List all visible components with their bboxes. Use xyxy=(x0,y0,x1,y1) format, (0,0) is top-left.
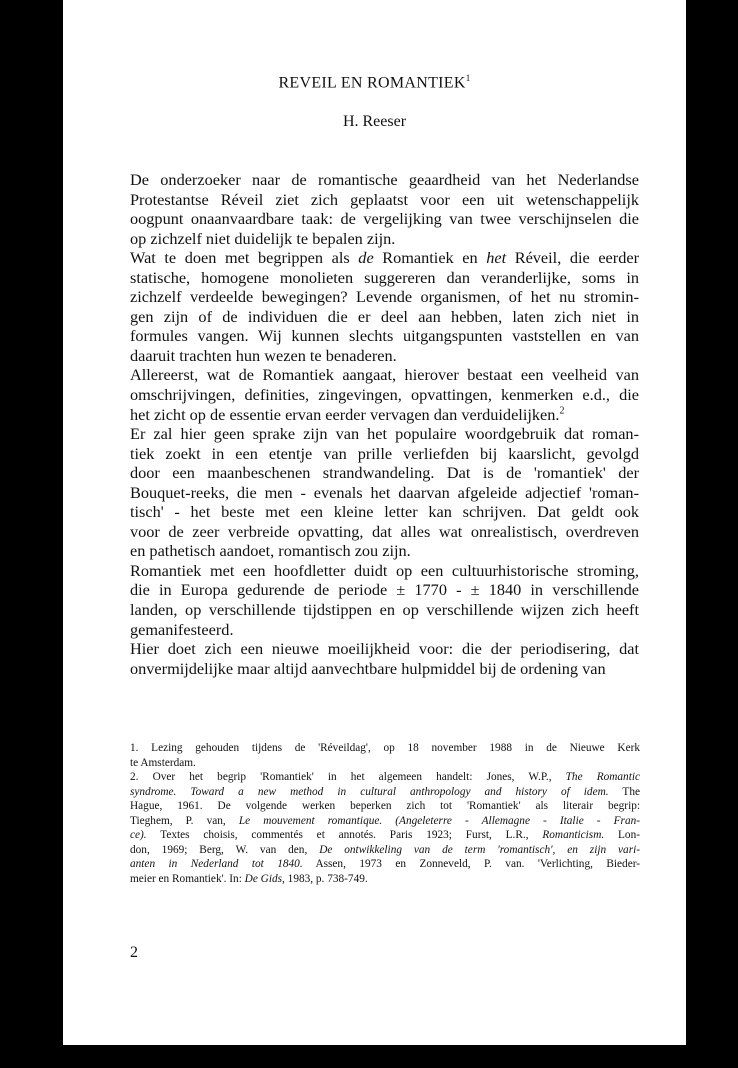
text-run: het zicht op de essentie ervan eerder vervagen dan verduidelijken. xyxy=(130,404,560,424)
text-run: Er zal hier geen sprake zijn van het populaire woordgebruik dat roman- xyxy=(130,424,639,444)
text-run: 2. Over het begrip 'Romantiek' in het algemeen handelt: Jones, W.P., xyxy=(130,771,566,783)
text-run: The xyxy=(608,785,640,798)
text-run: voor de zeer verbreide opvatting, dat alles wat onrealistisch, overdreven xyxy=(130,521,639,541)
text-run: tiek zoekt in een etentje van prille verliefden bij kaarslicht, gevolgd xyxy=(130,443,639,463)
body-line xyxy=(130,463,639,483)
text-run: landen, op verschillende tijdstippen en op verschillende wijzen zich heeft xyxy=(130,600,639,620)
body-line xyxy=(130,424,639,444)
body-line xyxy=(130,541,639,561)
body-line xyxy=(130,190,639,210)
author-name: H. Reeser xyxy=(342,113,407,130)
body-line xyxy=(130,248,639,268)
footnote-line xyxy=(130,741,640,756)
body-line xyxy=(130,346,639,366)
footnote-line xyxy=(130,814,640,829)
text-run: onvermijdelijke maar altijd aanvechtbare hulpmiddel bij de ordening van xyxy=(130,658,606,678)
text-run: Textes choisis, commentés et annotés. Paris 1923; Furst, L.R., xyxy=(146,829,543,841)
title-text: REVEIL EN ROMANTIEK xyxy=(278,74,466,92)
body-line xyxy=(130,405,639,425)
text-run: het xyxy=(486,248,507,268)
footnote-line xyxy=(130,799,640,814)
body-line xyxy=(130,580,639,600)
text-run: anten in Nederland tot 1840. xyxy=(130,858,303,870)
text-run: Allereerst, wat de Romantiek aangaat, hierover bestaat een veelheid van xyxy=(130,365,639,385)
text-run: 1. Lezing gehouden tijdens de 'Réveildag', op 18 november 1988 in de Nieuwe Kerk xyxy=(130,742,640,754)
text-run: te Amsterdam. xyxy=(130,756,196,769)
footnote-line xyxy=(130,770,640,785)
text-run: Romantiek en xyxy=(373,248,487,268)
footnote-line xyxy=(130,857,640,872)
text-run: Assen, 1973 en Zonneveld, P. van. 'Verlichting, Bieder- xyxy=(302,858,641,870)
text-run: Romantiek met een hoofdletter duidt op een cultuurhistorische stroming, xyxy=(130,560,639,580)
text-run: zichzelf verdeelde bewegingen? Levende organismen, of het nu stromin- xyxy=(130,287,639,307)
text-run: Hier doet zich een nieuwe moeilijkheid voor: die der periodisering, dat xyxy=(130,639,639,659)
footnote-line xyxy=(130,843,640,858)
text-run: 1983, p. 738-749. xyxy=(284,872,368,885)
text-run: gen zijn of de individuen die er deel aan hebben, laten zich niet in xyxy=(130,306,639,326)
body-line xyxy=(130,170,639,190)
body-line xyxy=(130,620,639,640)
text-run: Bouquet-reeks, die men - evenals het daarvan afgeleide adjectief 'roman- xyxy=(130,482,639,502)
body-line xyxy=(130,287,639,307)
footnote-line xyxy=(130,756,640,771)
text-run: formules vangen. Wij kunnen slechts uitgangspunten vaststellen en van xyxy=(130,326,639,346)
text-run: oogpunt onaanvaardbare taak: de vergelijking van twee verschijnselen die xyxy=(130,209,639,229)
title-footnote-ref: 1 xyxy=(465,73,471,83)
text-run: statische, homogene monolieten suggereren dan veranderlijke, soms in xyxy=(130,267,639,287)
body-line xyxy=(130,659,639,679)
text-run: daaruit trachten hun wezen te benaderen. xyxy=(130,345,397,365)
body-line xyxy=(130,365,639,385)
text-run: Romanticism. xyxy=(542,829,605,841)
text-run: Tieghem, P. van, xyxy=(130,814,239,827)
page-number: 2 xyxy=(130,944,138,961)
text-run: Réveil, die eerder xyxy=(506,248,639,268)
article-title xyxy=(63,73,686,92)
document-page xyxy=(63,0,686,1045)
text-run: door een maanbeschenen strandwandeling. Dat is de 'romantiek' der xyxy=(130,463,639,483)
text-run: tisch' - het beste met een kleine letter kan schrijven. Dat geldt ook xyxy=(130,502,639,522)
body-line xyxy=(130,326,639,346)
text-run: Hague, 1961. De volgende werken beperken zich tot 'Romantiek' als literair begrip: xyxy=(130,800,640,812)
text-run: don, 1969; Berg, W. van den, xyxy=(130,843,320,856)
text-run: Le mouvement romantique. (Angeleterre - Allemagne - Italie - Fran- xyxy=(238,814,641,827)
footnote-line xyxy=(130,872,640,887)
body-line xyxy=(130,483,639,503)
body-line xyxy=(130,268,639,288)
body-line xyxy=(130,502,639,522)
body-line xyxy=(130,561,639,581)
body-text xyxy=(130,170,639,678)
body-line xyxy=(130,209,639,229)
text-run: omschrijvingen, definities, zingevingen, opvattingen, kenmerken e.d., die xyxy=(130,385,639,405)
text-run: De ontwikkeling van de term 'romantisch', en zijn vari- xyxy=(319,843,640,856)
text-run: Lon- xyxy=(604,829,640,841)
footnotes xyxy=(130,741,640,886)
text-run: Wat te doen met begrippen als xyxy=(130,248,359,268)
text-run: De Gids, xyxy=(244,872,285,885)
body-line xyxy=(130,600,639,620)
text-run: syndrome. Toward a new method in cultural anthropology and history of idem. xyxy=(130,785,609,798)
text-run: en pathetisch aandoet, romantisch zou zijn. xyxy=(130,541,411,561)
body-line xyxy=(130,639,639,659)
text-run: gemanifesteerd. xyxy=(130,619,234,639)
text-run: Protestantse Réveil ziet zich geplaatst voor een uit wetenschappelijk xyxy=(130,189,639,209)
footnote-line xyxy=(130,828,640,843)
text-run: meier en Romantiek'. In: xyxy=(130,872,245,885)
body-line xyxy=(130,385,639,405)
body-line xyxy=(130,444,639,464)
body-line xyxy=(130,522,639,542)
text-run: op zichzelf niet duidelijk te bepalen zijn. xyxy=(130,228,396,248)
text-run: de xyxy=(358,248,374,268)
body-line xyxy=(130,307,639,327)
footnote-line xyxy=(130,785,640,800)
text-run: ce). xyxy=(130,829,147,841)
text-run: die in Europa gedurende de periode ± 1770 - ± 1840 in verschillende xyxy=(130,580,639,600)
footnote-ref: 2 xyxy=(559,405,565,417)
text-run: De onderzoeker naar de romantische geaardheid van het Nederlandse xyxy=(130,170,639,189)
text-run: The Romantic xyxy=(565,771,640,783)
body-line xyxy=(130,229,639,249)
